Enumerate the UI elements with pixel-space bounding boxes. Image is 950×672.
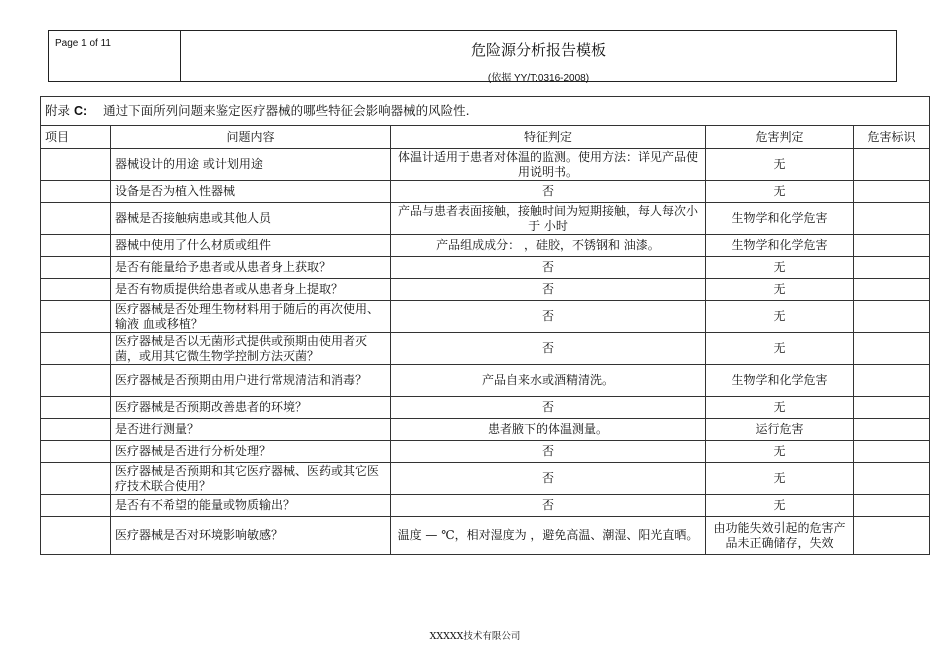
appendix-note [41, 97, 930, 126]
row-item [41, 495, 111, 517]
row-feature: 患者腋下的体温测量。 [391, 419, 706, 441]
table-row [41, 333, 930, 365]
col-header-mark: 危害标识 [854, 126, 930, 149]
row-mark [854, 495, 930, 517]
row-mark [854, 365, 930, 397]
row-question: 医疗器械是否对环境影响敏感？ [111, 517, 391, 555]
table-row [41, 495, 930, 517]
row-item [41, 463, 111, 495]
standard-reference [181, 69, 896, 84]
row-question: 医疗器械是否预期由用户进行常规清洁和消毒？ [111, 365, 391, 397]
row-mark [854, 463, 930, 495]
table-row [41, 463, 930, 495]
row-mark [854, 149, 930, 181]
col-header-question: 问题内容 [111, 126, 391, 149]
table-row [41, 279, 930, 301]
row-item [41, 301, 111, 333]
table-row [41, 301, 930, 333]
row-question: 是否有物质提供给患者或从患者身上提取？ [111, 279, 391, 301]
col-header-item: 项目 [41, 126, 111, 149]
row-feature: 体温计适用于患者对体温的监测。使用方法：详见产品使用说明书。 [391, 149, 706, 181]
row-feature: 否 [391, 257, 706, 279]
table-row [41, 181, 930, 203]
row-hazard: 无 [706, 463, 854, 495]
row-question: 是否进行测量？ [111, 419, 391, 441]
row-question: 器械是否接触病患或其他人员 [111, 203, 391, 235]
row-hazard: 由功能失效引起的危害产品未正确储存，失效 [706, 517, 854, 555]
col-header-feature: 特征判定 [391, 126, 706, 149]
row-hazard: 运行危害 [706, 419, 854, 441]
row-item [41, 365, 111, 397]
row-feature: 产品与患者表面接触，接触时间为短期接触，每人每次小于 小时 [391, 203, 706, 235]
table-row [41, 149, 930, 181]
appendix-text: 通过下面所列问题来鉴定医疗器械的哪些特征会影响器械的风险性. [103, 103, 470, 118]
row-item [41, 181, 111, 203]
row-feature: 否 [391, 441, 706, 463]
row-mark [854, 333, 930, 365]
row-question: 器械设计的用途 或计划用途 [111, 149, 391, 181]
table-header-row [41, 126, 930, 149]
row-feature: 否 [391, 495, 706, 517]
row-feature: 产品自来水或酒精清洗。 [391, 365, 706, 397]
row-mark [854, 397, 930, 419]
row-hazard: 生物学和化学危害 [706, 235, 854, 257]
row-item [41, 441, 111, 463]
table-row [41, 517, 930, 555]
col-header-hazard: 危害判定 [706, 126, 854, 149]
row-question: 是否有能量给予患者或从患者身上获取？ [111, 257, 391, 279]
row-item [41, 257, 111, 279]
table-row [41, 441, 930, 463]
row-mark [854, 279, 930, 301]
row-hazard: 无 [706, 301, 854, 333]
row-feature: 否 [391, 397, 706, 419]
row-item [41, 419, 111, 441]
row-item [41, 279, 111, 301]
row-mark [854, 441, 930, 463]
row-mark [854, 203, 930, 235]
row-feature: 否 [391, 181, 706, 203]
page-header [48, 30, 897, 82]
table-row [41, 419, 930, 441]
row-item [41, 333, 111, 365]
basis-suffix: ) [585, 73, 590, 84]
row-item [41, 397, 111, 419]
row-hazard: 生物学和化学危害 [706, 203, 854, 235]
row-feature: 产品组成成分： ，硅胶，不锈钢和 油漆。 [391, 235, 706, 257]
row-hazard: 无 [706, 333, 854, 365]
row-feature: 否 [391, 333, 706, 365]
hazard-analysis-table [40, 96, 930, 555]
row-item [41, 235, 111, 257]
table-row [41, 235, 930, 257]
basis-prefix: (依据 [487, 73, 515, 84]
row-question: 是否有不希望的能量或物质输出？ [111, 495, 391, 517]
row-question: 器械中使用了什么材质或组件 [111, 235, 391, 257]
row-hazard: 无 [706, 149, 854, 181]
row-question: 医疗器械是否处理生物材料用于随后的再次使用、输液 血或移植？ [111, 301, 391, 333]
row-mark [854, 419, 930, 441]
row-question: 设备是否为植入性器械 [111, 181, 391, 203]
row-item [41, 203, 111, 235]
row-hazard: 无 [706, 495, 854, 517]
row-feature: 否 [391, 301, 706, 333]
row-hazard: 无 [706, 257, 854, 279]
appendix-label: 附录 [45, 103, 71, 118]
row-question: 医疗器械是否预期改善患者的环境？ [111, 397, 391, 419]
row-feature: 温度 — ℃，相对湿度为 ，避免高温、潮湿、阳光直晒。 [391, 517, 706, 555]
row-item [41, 149, 111, 181]
row-question: 医疗器械是否以无菌形式提供或预期由使用者灭菌，或用其它微生物学控制方法灭菌？ [111, 333, 391, 365]
row-hazard: 无 [706, 181, 854, 203]
row-hazard: 无 [706, 397, 854, 419]
basis-code: YY/T:0316-2008 [514, 73, 586, 84]
row-hazard: 无 [706, 441, 854, 463]
row-feature: 否 [391, 463, 706, 495]
row-mark [854, 517, 930, 555]
appendix-letter: C: [74, 104, 88, 118]
table-row [41, 203, 930, 235]
row-mark [854, 301, 930, 333]
document-title: 危险源分析报告模板 [470, 41, 606, 59]
row-mark [854, 181, 930, 203]
row-mark [854, 235, 930, 257]
row-hazard: 无 [706, 279, 854, 301]
page-number: Page 1 of 11 [49, 31, 181, 81]
table-row [41, 397, 930, 419]
table-row [41, 257, 930, 279]
row-mark [854, 257, 930, 279]
row-question: 医疗器械是否预期和其它医疗器械、医药或其它医疗技术联合使用？ [111, 463, 391, 495]
company-footer: XXXXX技术有限公司 [429, 631, 521, 642]
row-question: 医疗器械是否进行分析处理？ [111, 441, 391, 463]
row-hazard: 生物学和化学危害 [706, 365, 854, 397]
row-feature: 否 [391, 279, 706, 301]
table-row [41, 365, 930, 397]
row-item [41, 517, 111, 555]
